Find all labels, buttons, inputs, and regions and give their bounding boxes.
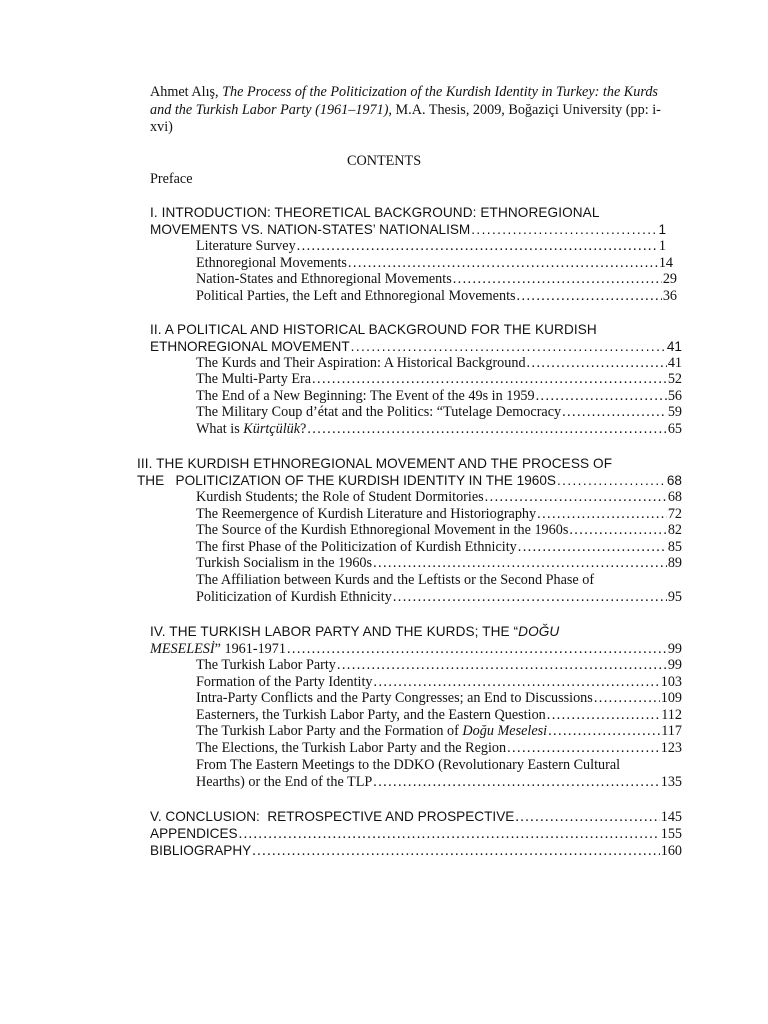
chapter-3-heading: III. THE KURDISH ETHNOREGIONAL MOVEMENT AND THE PROCESS OF xyxy=(137,456,613,471)
section-title xyxy=(196,421,306,438)
toc-section xyxy=(196,707,682,724)
section-title: The Elections, the Turkish Labor Party and the Region xyxy=(196,740,507,756)
toc-section xyxy=(196,421,682,438)
page-number: 160 xyxy=(660,843,682,859)
dot-leader xyxy=(337,657,667,674)
toc-section xyxy=(196,355,682,372)
page-number: 145 xyxy=(660,809,682,825)
page-number: 65 xyxy=(667,421,682,437)
citation-details: M.A. Thesis, 2009, Boğaziçi University (pp: i-xvi) xyxy=(150,101,661,135)
dot-leader xyxy=(297,238,658,255)
chapter-2-heading: II. A POLITICAL AND HISTORICAL BACKGROUND FOR THE KURDISH xyxy=(150,322,597,337)
section-title-first-line: From The Eastern Meetings to the DDKO (Revolutionary Eastern Cultural xyxy=(196,757,621,773)
chapter-3-entry xyxy=(137,472,682,489)
chapter-4-entry xyxy=(150,640,682,658)
dot-leader xyxy=(393,589,667,606)
toc-section xyxy=(196,589,682,606)
toc-section xyxy=(196,271,677,288)
toc-section xyxy=(196,388,682,405)
toc-section xyxy=(196,740,682,757)
section-title: The Military Coup d’état and the Politics: “Tutelage Democracy xyxy=(196,404,562,420)
toc-section xyxy=(196,371,682,388)
toc-section xyxy=(196,674,682,691)
section-title: The End of a New Beginning: The Event of the 49s in 1959 xyxy=(196,388,535,404)
page-number: 95 xyxy=(667,589,682,605)
page-number: 103 xyxy=(660,674,682,690)
bibliography-heading: BIBLIOGRAPHY xyxy=(150,843,252,858)
dot-leader xyxy=(239,826,660,843)
conclusion-entry xyxy=(150,808,682,826)
page-number: 56 xyxy=(667,388,682,404)
chapter-4-heading-end xyxy=(150,640,286,658)
dot-leader xyxy=(507,740,660,757)
page-number: 123 xyxy=(660,740,682,756)
dot-leader xyxy=(527,355,667,372)
dot-leader xyxy=(471,221,657,238)
section-title-tail: ? xyxy=(300,421,307,437)
page-number: 117 xyxy=(661,723,682,739)
dot-leader xyxy=(536,388,667,405)
chapter-1-heading-end: MOVEMENTS VS. NATION-STATES’ NATIONALISM xyxy=(150,222,471,237)
appendices-entry xyxy=(150,825,682,843)
toc-section xyxy=(196,657,682,674)
dot-leader xyxy=(453,271,662,288)
section-title: Easterners, the Turkish Labor Party, and the Eastern Question xyxy=(196,707,546,723)
chapter-3-heading-end: THE POLITICIZATION OF THE KURDISH IDENTITY IN THE 1960S xyxy=(137,473,556,488)
section-title: Hearths) or the End of the TLP xyxy=(196,774,373,790)
section-title: Intra-Party Conflicts and the Party Congresses; an End to Discussions xyxy=(196,690,593,706)
page-number: 59 xyxy=(667,404,682,420)
dot-leader xyxy=(517,288,662,305)
chapter-2-heading-end: ETHNOREGIONAL MOVEMENT xyxy=(150,339,350,354)
section-title: The Multi-Party Era xyxy=(196,371,312,387)
chapter-4-heading xyxy=(150,623,559,640)
chapter-4-heading-end-text: ” 1961-1971 xyxy=(214,641,286,657)
section-title: Kurdish Students; the Role of Student Dormitories xyxy=(196,489,484,505)
page-number: 112 xyxy=(661,707,682,723)
section-title: Ethnoregional Movements xyxy=(196,255,347,271)
page-number: 14 xyxy=(658,255,673,271)
dot-leader xyxy=(373,555,667,572)
section-title: The first Phase of the Politicization of Kurdish Ethnicity xyxy=(196,539,517,555)
page-number: 135 xyxy=(660,774,682,790)
dot-leader xyxy=(557,472,666,489)
toc-section xyxy=(196,690,682,707)
toc-section xyxy=(196,522,682,539)
section-title-italic: Doğu Meselesi xyxy=(462,723,548,739)
page-number: 89 xyxy=(667,555,682,571)
dot-leader xyxy=(548,723,660,740)
page-number: 41 xyxy=(667,355,682,371)
section-title: Politicization of Kurdish Ethnicity xyxy=(196,589,392,605)
page-number: 68 xyxy=(667,489,682,505)
section-title xyxy=(196,723,547,740)
section-title: Nation-States and Ethnoregional Movements xyxy=(196,271,452,287)
toc-section xyxy=(196,774,682,791)
dot-leader xyxy=(562,404,667,421)
citation xyxy=(150,84,670,137)
section-title-first-line: The Affiliation between Kurds and the Leftists or the Second Phase of xyxy=(196,572,595,588)
dot-leader xyxy=(252,843,659,860)
citation-title: The Process of the Politicization of the Kurdish Identity in Turkey: the Kurds and the Turkish Labor Party (1961–1971), xyxy=(150,84,658,118)
section-title: The Source of the Kurdish Ethnoregional Movement in the 1960s xyxy=(196,522,569,538)
dot-leader xyxy=(569,522,666,539)
dot-leader xyxy=(518,539,667,556)
section-title: The Reemergence of Kurdish Literature and Historiography xyxy=(196,506,537,522)
dot-leader xyxy=(312,371,667,388)
dot-leader xyxy=(537,506,667,523)
dot-leader xyxy=(351,338,666,355)
dot-leader xyxy=(287,641,667,658)
dot-leader xyxy=(307,421,666,438)
section-title: The Kurds and Their Aspiration: A Historical Background xyxy=(196,355,526,371)
appendices-heading: APPENDICES xyxy=(150,826,238,841)
section-title: Turkish Socialism in the 1960s xyxy=(196,555,373,571)
section-title: The Turkish Labor Party xyxy=(196,657,336,673)
chapter-1-heading: I. INTRODUCTION: THEORETICAL BACKGROUND: ETHNOREGIONAL xyxy=(150,205,600,220)
dot-leader xyxy=(348,255,658,272)
dot-leader xyxy=(485,489,667,506)
section-title: Literature Survey xyxy=(196,238,296,254)
toc-section xyxy=(196,255,673,272)
citation-author: Ahmet Alış, xyxy=(150,84,219,100)
section-title-text: The Turkish Labor Party and the Formation of xyxy=(196,723,463,739)
toc-section xyxy=(196,404,682,421)
page-number: 1 xyxy=(658,222,666,237)
page-number: 29 xyxy=(662,271,677,287)
toc-section xyxy=(196,555,682,572)
chapter-5-heading: V. CONCLUSION: RETROSPECTIVE AND PROSPECTIVE xyxy=(150,809,515,824)
section-title-italic: Kürtçülük xyxy=(243,421,301,437)
chapter-2-entry xyxy=(150,338,682,355)
chapter-4-heading-text: IV. THE TURKISH LABOR PARTY AND THE KURDS; THE “ xyxy=(150,624,519,639)
page-number: 68 xyxy=(666,473,682,488)
toc-section xyxy=(196,539,682,556)
page-number: 99 xyxy=(667,641,682,657)
page-number: 72 xyxy=(667,506,682,522)
toc-section xyxy=(196,238,666,255)
toc-section xyxy=(196,489,682,506)
dot-leader xyxy=(515,809,659,826)
page-number: 1 xyxy=(658,238,666,254)
toc-section xyxy=(196,723,682,740)
chapter-4-heading-end-italic: MESELESİ xyxy=(150,641,215,657)
toc-section xyxy=(196,506,682,523)
page-number: 85 xyxy=(667,539,682,555)
page-number: 109 xyxy=(660,690,682,706)
contents-heading: CONTENTS xyxy=(347,153,422,169)
dot-leader xyxy=(373,774,659,791)
page-number: 155 xyxy=(660,826,682,842)
preface-entry: Preface xyxy=(150,171,193,187)
page-number: 52 xyxy=(667,371,682,387)
section-title: Formation of the Party Identity xyxy=(196,674,373,690)
dot-leader xyxy=(594,690,660,707)
dot-leader xyxy=(374,674,660,691)
page-number: 99 xyxy=(667,657,682,673)
page-number: 41 xyxy=(666,339,682,354)
chapter-1-entry xyxy=(150,221,666,238)
dot-leader xyxy=(547,707,660,724)
section-title: Political Parties, the Left and Ethnoregional Movements xyxy=(196,288,516,304)
page-number: 82 xyxy=(667,522,682,538)
page-number: 36 xyxy=(662,288,677,304)
chapter-4-heading-italic: DOĞU xyxy=(518,624,560,639)
toc-section xyxy=(196,288,677,305)
bibliography-entry xyxy=(150,842,682,860)
section-title-text: What is xyxy=(196,421,244,437)
